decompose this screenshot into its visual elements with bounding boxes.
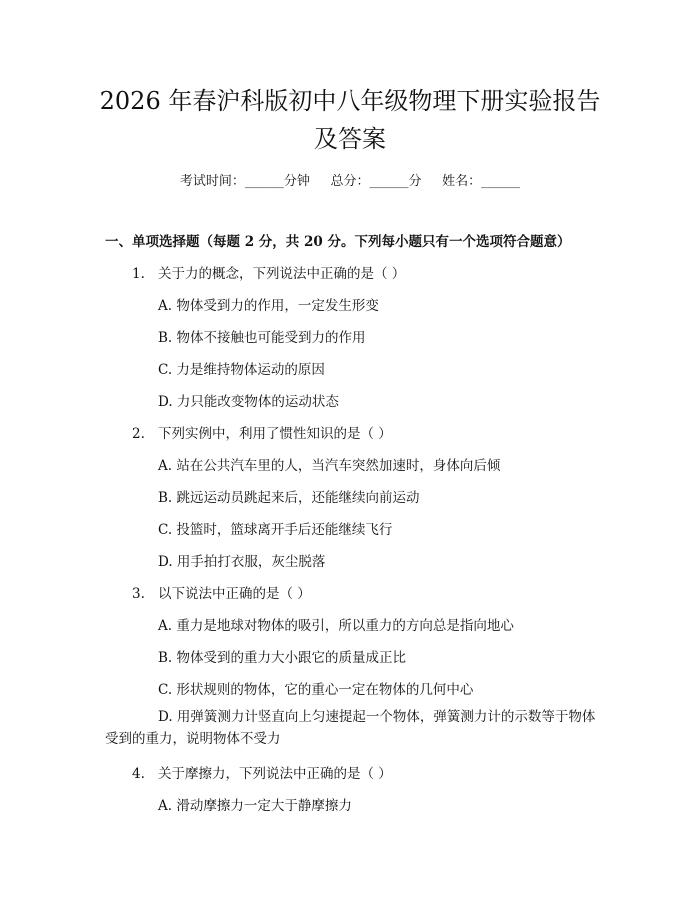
question-3-option-b: B. 物体受到的重力大小跟它的质量成正比	[158, 650, 407, 666]
question-number: 3.	[132, 586, 145, 602]
question-2-option-c: C. 投篮时，篮球离开手后还能继续飞行	[158, 522, 393, 538]
question-2-option-d: D. 用手拍打衣服，灰尘脱落	[158, 554, 326, 570]
question-number: 2.	[132, 426, 145, 442]
question-1-option-c: C. 力是维持物体运动的原因	[158, 362, 325, 378]
question-1-option-d: D. 力只能改变物体的运动状态	[158, 394, 339, 410]
question-1	[132, 262, 405, 282]
page-title: 2026 年春沪科版初中八年级物理下册实验报告及答案	[99, 87, 601, 153]
question-text: 关于力的概念，下列说法中正确的是（ ）	[158, 266, 406, 282]
question-text: 下列实例中，利用了惯性知识的是（ ）	[158, 426, 392, 442]
section-heading: 一、单项选择题（每题 2 分，共 20 分。下列每小题只有一个选项符合题意）	[105, 234, 571, 250]
question-4	[132, 762, 392, 782]
question-3	[132, 582, 311, 602]
question-1-option-b: B. 物体不接触也可能受到力的作用	[158, 330, 366, 346]
question-number: 4.	[132, 766, 145, 782]
question-text: 以下说法中正确的是（ ）	[158, 586, 311, 602]
question-3-option-d: D. 用弹簧测力计竖直向上匀速提起一个物体，弹簧测力计的示数等于物体受到的重力，说明物体不受力	[105, 709, 596, 747]
question-2-option-b: B. 跳远运动员跳起来后，还能继续向前运动	[158, 490, 420, 506]
exam-meta-line: 考试时间：______分钟 总分：______分 姓名：______	[179, 174, 521, 189]
question-text: 关于摩擦力，下列说法中正确的是（ ）	[158, 766, 392, 782]
question-4-option-a: A. 滑动摩擦力一定大于静摩擦力	[158, 798, 352, 814]
question-3-option-c: C. 形状规则的物体，它的重心一定在物体的几何中心	[158, 682, 474, 698]
question-1-option-a: A. 物体受到力的作用，一定发生形变	[158, 298, 379, 314]
question-2	[132, 422, 392, 442]
question-number: 1.	[132, 266, 145, 282]
question-2-option-a: A. 站在公共汽车里的人，当汽车突然加速时，身体向后倾	[158, 458, 501, 474]
question-3-option-a: A. 重力是地球对物体的吸引，所以重力的方向总是指向地心	[158, 618, 514, 634]
